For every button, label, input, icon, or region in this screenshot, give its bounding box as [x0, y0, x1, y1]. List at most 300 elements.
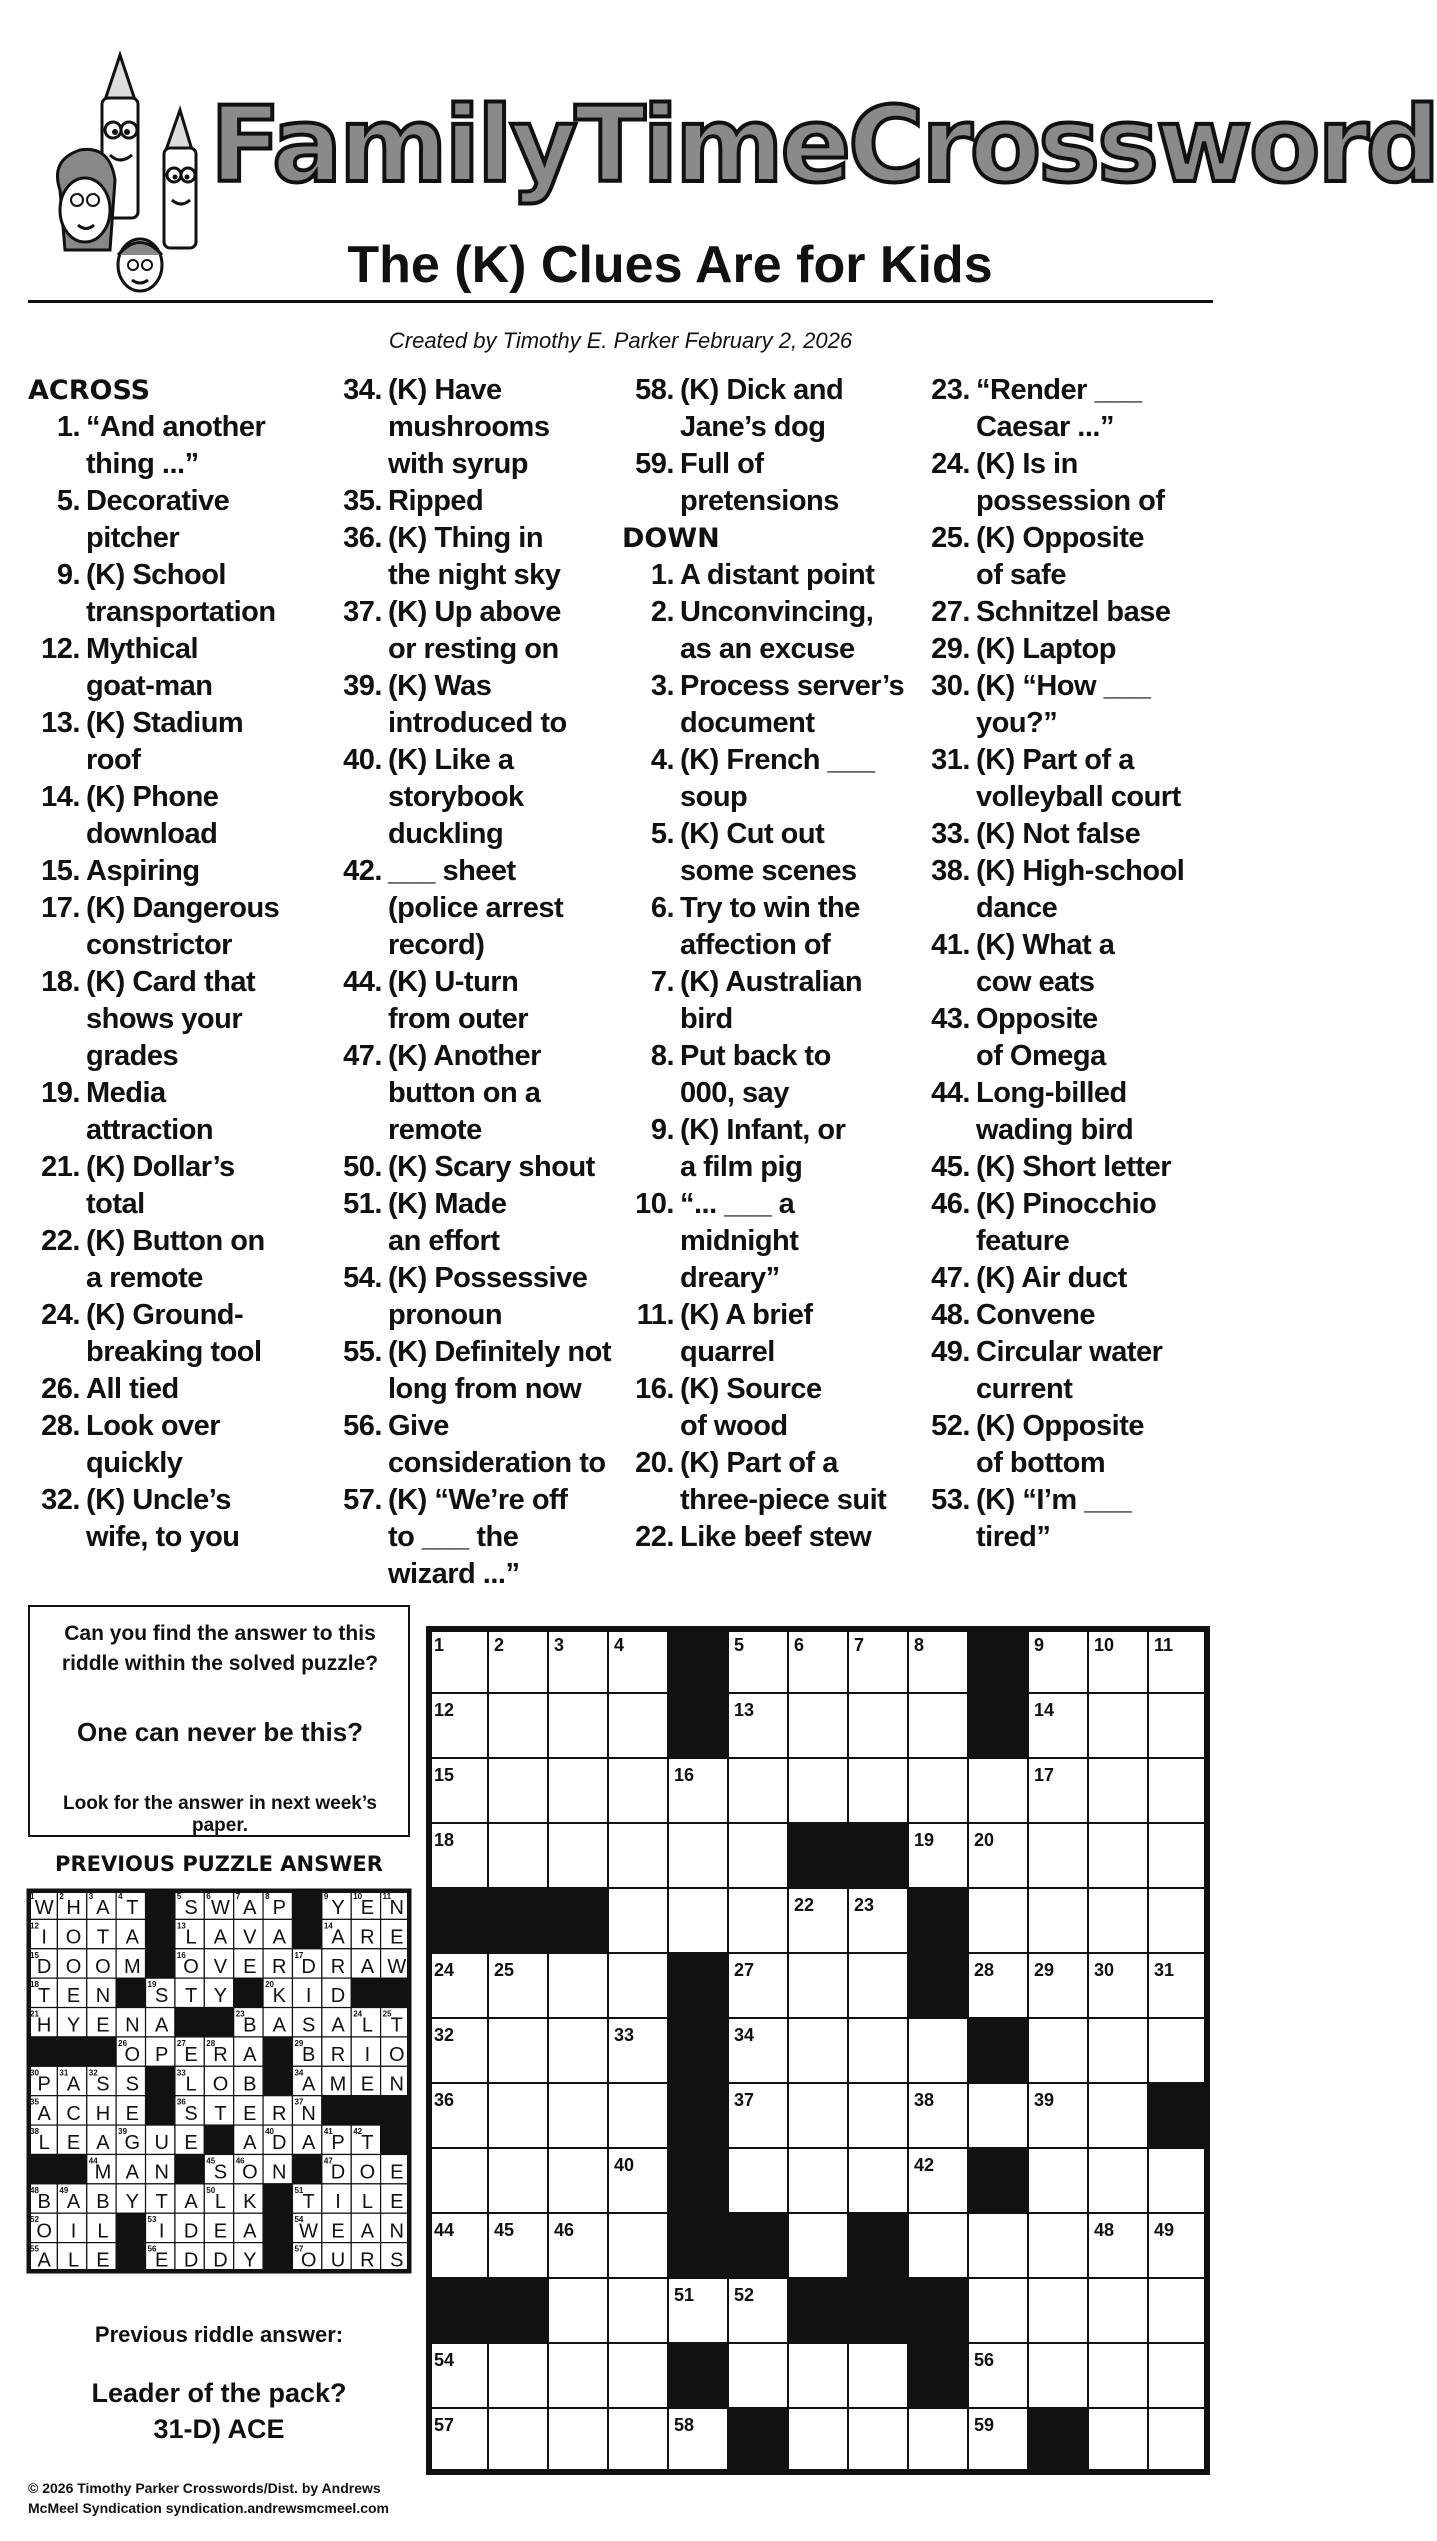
clue-item [622, 446, 912, 520]
clue-item [918, 1260, 1208, 1297]
cell-number: 11 [1154, 1635, 1174, 1655]
grid-cell[interactable] [548, 2148, 608, 2213]
clue-text [86, 964, 318, 1075]
clue-text [86, 1297, 318, 1371]
black-square [848, 1823, 908, 1888]
clue-text-line: constrictor [86, 929, 232, 961]
grid-cell[interactable] [968, 2083, 1028, 2148]
clue-text-line: (K) Another [388, 1040, 541, 1072]
clue-item [918, 668, 1208, 742]
answer-letter: B [301, 2044, 316, 2067]
clue-text-line: “... ___ a [680, 1188, 795, 1220]
grid-cell[interactable] [1028, 1823, 1088, 1888]
grid-cell[interactable] [1088, 1888, 1148, 1953]
clue-text-line: pitcher [86, 522, 180, 554]
grid-cell[interactable] [1028, 2213, 1088, 2278]
grid-cell[interactable] [968, 1888, 1028, 1953]
clue-item [28, 853, 318, 890]
cell-number: 22 [794, 1895, 815, 1915]
clue-item [28, 964, 318, 1075]
clue-text [388, 1260, 620, 1334]
cell-number: 35 [30, 2097, 39, 2107]
grid-cell[interactable] [548, 1693, 608, 1758]
clue-text-line: three-piece suit [680, 1484, 887, 1516]
clue-item [622, 1186, 912, 1297]
grid-cell[interactable] [968, 1758, 1028, 1823]
clue-text-line: roof [86, 744, 141, 776]
clue-text-line: current [976, 1373, 1073, 1405]
grid-cell[interactable] [608, 1888, 668, 1953]
clue-item [28, 1075, 318, 1149]
grid-cell[interactable] [488, 2408, 548, 2473]
logo-title: FamilyTimeCrossword [210, 84, 1437, 206]
grid-cell[interactable] [1148, 1693, 1208, 1758]
clue-text [976, 520, 1208, 594]
clue-text [976, 853, 1208, 927]
clue-item [918, 742, 1208, 816]
answer-letter: N [389, 1897, 405, 1920]
grid-cell[interactable] [788, 2083, 848, 2148]
clue-item [330, 742, 620, 853]
clue-text-line: (K) Air duct [976, 1262, 1127, 1294]
clue-text [976, 372, 1208, 446]
cell-number: 16 [176, 1950, 186, 1960]
clue-number: 58. [635, 374, 674, 406]
grid-cell[interactable] [1088, 2408, 1148, 2473]
clue-text-line: (K) Cut out [680, 818, 825, 850]
grid-cell[interactable] [1028, 2018, 1088, 2083]
grid-cell[interactable] [548, 2083, 608, 2148]
clue-number: 37. [343, 596, 382, 628]
crossword-grid[interactable] [428, 1628, 1208, 2473]
clue-number: 13. [41, 707, 80, 739]
clue-text [976, 668, 1208, 742]
grid-cell[interactable] [488, 2018, 548, 2083]
previous-answer-title: PREVIOUS PUZZLE ANSWER [55, 1852, 383, 1876]
grid-cell[interactable] [1148, 1888, 1208, 1953]
grid-cell[interactable] [608, 2213, 668, 2278]
clue-text [976, 816, 1208, 853]
grid-cell[interactable] [1088, 2343, 1148, 2408]
answer-letter: G [124, 2132, 141, 2155]
clue-item [918, 372, 1208, 446]
clue-text-line: (K) Dangerous [86, 892, 280, 924]
grid-cell[interactable] [1028, 2148, 1088, 2213]
cell-number: 45 [206, 2156, 216, 2166]
grid-cell[interactable] [908, 1758, 968, 1823]
grid-cell[interactable] [1148, 1823, 1208, 1888]
answer-letter: E [390, 2190, 404, 2213]
clue-text [680, 1038, 912, 1112]
clue-number: 22. [41, 1225, 80, 1257]
clue-text-line: a film pig [680, 1151, 803, 1183]
cell-number: 56 [974, 2350, 995, 2370]
grid-cell[interactable] [1028, 1888, 1088, 1953]
cell-number: 26 [118, 2038, 128, 2048]
clue-item [622, 1445, 912, 1519]
grid-cell[interactable] [908, 2018, 968, 2083]
grid-cell[interactable] [668, 1888, 728, 1953]
grid-cell[interactable] [728, 2148, 788, 2213]
grid-cell[interactable] [548, 1953, 608, 2018]
cell-number: 17 [1034, 1765, 1055, 1785]
clue-text-line: introduced to [388, 707, 567, 739]
answer-letter: O [300, 2249, 317, 2272]
grid-cell[interactable] [548, 2408, 608, 2473]
clue-text-line: wizard ...” [388, 1558, 520, 1590]
clue-number: 28. [41, 1410, 80, 1442]
answer-letter: O [36, 2220, 52, 2243]
cell-number: 39 [118, 2127, 128, 2137]
clue-text-line: affection of [680, 929, 831, 961]
grid-cell[interactable] [788, 2018, 848, 2083]
previous-answer-grid [28, 1890, 410, 2272]
grid-cell[interactable] [908, 2213, 968, 2278]
answer-letter: A [243, 2220, 257, 2243]
answer-letter: N [125, 2014, 140, 2037]
cell-number: 31 [1154, 1960, 1175, 1980]
answer-letter: V [213, 1955, 228, 1978]
answer-letter: Y [331, 1897, 345, 1920]
clue-text-line: (K) Made [388, 1188, 507, 1220]
answer-letter: B [96, 2190, 110, 2213]
cell-number: 18 [434, 1830, 455, 1850]
cell-number: 29 [294, 2038, 304, 2048]
clue-text-line: shows your [86, 1003, 243, 1035]
black-square [381, 1978, 410, 2007]
grid-cell[interactable] [728, 1888, 788, 1953]
clue-text-line: Look over [86, 1410, 221, 1442]
clue-text [976, 1075, 1208, 1149]
grid-cell[interactable] [1028, 2343, 1088, 2408]
black-square [146, 1919, 175, 1948]
clue-item [918, 446, 1208, 520]
cell-number: 55 [674, 2350, 695, 2370]
black-square [292, 1919, 321, 1948]
grid-cell[interactable] [1148, 2408, 1208, 2473]
grid-cell[interactable] [488, 2148, 548, 2213]
clue-text-line: (K) Short letter [976, 1151, 1171, 1183]
clue-number: 47. [931, 1262, 970, 1294]
clue-column-3 [622, 372, 912, 1556]
answer-letter: O [212, 2073, 229, 2096]
cell-number: 28 [206, 2038, 216, 2048]
clue-text [680, 742, 912, 816]
cell-number: 24 [353, 2009, 363, 2019]
clue-text-line: (K) A brief [680, 1299, 813, 1331]
answer-letter: E [331, 2220, 345, 2243]
answer-letter: A [125, 2161, 139, 2184]
clue-text-line: you?” [976, 707, 1058, 739]
clue-text-line: (K) Opposite [976, 1410, 1144, 1442]
clue-text [976, 1482, 1208, 1556]
grid-cell[interactable] [548, 1823, 608, 1888]
black-square [668, 2213, 728, 2278]
cell-number: 37 [294, 2097, 304, 2107]
grid-cell[interactable] [848, 2408, 908, 2473]
cell-number: 12 [434, 1700, 455, 1720]
answer-letter: D [301, 1955, 316, 1978]
clue-text-line: Convene [976, 1299, 1095, 1331]
grid-cell[interactable] [728, 1823, 788, 1888]
clue-number: 11. [636, 1299, 674, 1331]
cell-number: 5 [734, 1635, 745, 1655]
answer-letter: E [96, 2014, 110, 2037]
clue-item [622, 594, 912, 668]
answer-letter: I [364, 2044, 371, 2067]
grid-cell[interactable] [488, 1693, 548, 1758]
answer-letter: A [243, 1897, 257, 1920]
grid-cell[interactable] [788, 2148, 848, 2213]
clue-item [28, 890, 318, 964]
puzzle-subtitle: The (K) Clues Are for Kids [347, 236, 993, 294]
answer-letter: R [360, 1926, 375, 1949]
grid-cell[interactable] [908, 1693, 968, 1758]
grid-cell[interactable] [1088, 1758, 1148, 1823]
cell-number: 37 [734, 2090, 755, 2110]
answer-letter: V [243, 1926, 257, 1949]
clue-item [622, 557, 912, 594]
grid-cell[interactable] [608, 1693, 668, 1758]
black-square [668, 2018, 728, 2083]
answer-letter: S [96, 2073, 110, 2096]
clue-text-line: (police arrest [388, 892, 564, 924]
clue-item [330, 594, 620, 668]
grid-cell[interactable] [968, 2278, 1028, 2343]
answer-letter: E [243, 2102, 257, 2125]
answer-letter: N [301, 2102, 316, 2125]
grid-cell[interactable] [728, 2343, 788, 2408]
grid-cell[interactable] [1148, 2278, 1208, 2343]
answer-letter: P [155, 2044, 169, 2067]
grid-cell[interactable] [608, 1953, 668, 2018]
clue-item [918, 1334, 1208, 1408]
grid-cell[interactable] [848, 1693, 908, 1758]
clue-item [622, 1371, 912, 1445]
clue-text-line: (K) Definitely not [388, 1336, 611, 1368]
black-square [292, 1890, 321, 1919]
cell-number: 39 [1034, 2090, 1055, 2110]
clue-number: 51. [343, 1188, 382, 1220]
clue-item [330, 1334, 620, 1408]
clue-number: 43. [931, 1003, 970, 1035]
cell-number: 16 [674, 1765, 695, 1785]
clue-number: 42. [343, 855, 382, 887]
grid-cell[interactable] [1028, 2278, 1088, 2343]
answer-letter: Y [66, 2014, 81, 2037]
grid-cell[interactable] [488, 1758, 548, 1823]
cell-number: 11 [382, 1892, 392, 1901]
grid-cell[interactable] [1088, 2148, 1148, 2213]
clue-text-line: (K) Australian [680, 966, 863, 998]
copyright-line-2: McMeel Syndication syndication.andrewsmcmeel.com [28, 2500, 389, 2516]
clue-text [86, 483, 318, 557]
clue-text-line: to ___ the [388, 1521, 519, 1553]
clue-text [680, 372, 912, 446]
grid-cell[interactable] [788, 1758, 848, 1823]
answer-letter: O [183, 1955, 199, 1978]
answer-letter: S [184, 1897, 198, 1920]
answer-letter: E [125, 2102, 139, 2125]
black-square [146, 2096, 175, 2125]
black-square [57, 2037, 86, 2066]
grid-cell[interactable] [788, 1693, 848, 1758]
grid-cell[interactable] [788, 2213, 848, 2278]
cell-number: 58 [674, 2415, 695, 2435]
clue-number: 16. [635, 1373, 674, 1405]
grid-cell[interactable] [608, 1823, 668, 1888]
grid-cell[interactable] [1088, 2278, 1148, 2343]
grid-cell[interactable] [848, 2018, 908, 2083]
answer-letter: O [359, 2161, 376, 2184]
black-square [116, 2213, 145, 2242]
grid-cell[interactable] [548, 2343, 608, 2408]
header [0, 0, 1437, 353]
grid-cell[interactable] [848, 2148, 908, 2213]
answer-letter: L [67, 2249, 80, 2272]
grid-cell[interactable] [968, 2213, 1028, 2278]
answer-letter: E [390, 2161, 404, 2184]
clue-item [28, 409, 318, 483]
grid-cell[interactable] [548, 2018, 608, 2083]
grid-cell[interactable] [608, 2083, 668, 2148]
cell-number: 14 [323, 1921, 333, 1931]
answer-letter: N [154, 2161, 169, 2184]
black-square [728, 2408, 788, 2473]
cell-number: 47 [323, 2156, 333, 2166]
clue-text-line: possession of [976, 485, 1165, 517]
clue-item [918, 1075, 1208, 1149]
answer-letter: L [361, 2190, 373, 2213]
grid-cell[interactable] [608, 2278, 668, 2343]
cell-number: 57 [434, 2415, 455, 2435]
grid-cell[interactable] [788, 2408, 848, 2473]
grid-cell[interactable] [1088, 1693, 1148, 1758]
clue-number: 44. [931, 1077, 970, 1109]
answer-letter: A [243, 2044, 257, 2067]
clue-number: 26. [41, 1373, 80, 1405]
grid-cell[interactable] [848, 2083, 908, 2148]
grid-cell[interactable] [1148, 2148, 1208, 2213]
riddle-question: One can never be this? [76, 1717, 364, 1747]
cell-number: 28 [974, 1960, 995, 1980]
cell-number: 47 [854, 2220, 875, 2240]
grid-cell[interactable] [548, 1758, 608, 1823]
previous-riddle-answer: 31-D) ACE [153, 2414, 285, 2444]
grid-cell[interactable] [908, 2408, 968, 2473]
clue-number: 9. [56, 559, 80, 591]
black-square [292, 2154, 321, 2183]
clue-number: 27. [931, 596, 970, 628]
clue-text [680, 816, 912, 890]
cell-number: 35 [974, 2025, 995, 2045]
answer-letter: R [330, 2044, 346, 2067]
black-square [175, 2154, 204, 2183]
answer-letter: A [331, 1926, 345, 1949]
clue-text [86, 1075, 318, 1149]
black-square [908, 2343, 968, 2408]
clue-section-heading: DOWN [622, 523, 720, 554]
cell-number: 33 [176, 2068, 186, 2078]
answer-letter: E [96, 2249, 110, 2272]
answer-letter: T [96, 1926, 110, 1949]
grid-cell[interactable] [1088, 2018, 1148, 2083]
clue-text [86, 853, 318, 890]
clue-text-line: Put back to [680, 1040, 831, 1072]
clue-text-line: long from now [388, 1373, 582, 1405]
clue-text-line: of wood [680, 1410, 788, 1442]
clue-number: 9. [650, 1114, 674, 1146]
answer-letter: N [272, 2161, 287, 2184]
clue-item [330, 1408, 620, 1482]
clue-item [28, 705, 318, 779]
grid-cell[interactable] [548, 2278, 608, 2343]
answer-letter: W [299, 2220, 319, 2243]
grid-cell[interactable] [608, 2343, 668, 2408]
grid-cell[interactable] [668, 1823, 728, 1888]
clue-number: 55. [343, 1336, 382, 1368]
answer-letter: A [331, 2014, 345, 2037]
grid-cell[interactable] [1148, 2343, 1208, 2408]
grid-cell[interactable] [488, 2083, 548, 2148]
answer-letter: M [329, 2073, 347, 2096]
grid-cell[interactable] [788, 2343, 848, 2408]
answer-letter: A [213, 1926, 228, 1949]
clue-text-line: (K) Opposite [976, 522, 1144, 554]
grid-cell[interactable] [1088, 2083, 1148, 2148]
clue-number: 7. [650, 966, 674, 998]
grid-cell[interactable] [1148, 1758, 1208, 1823]
cell-number: 12 [30, 1921, 39, 1931]
clue-text [976, 1260, 1208, 1297]
grid-cell[interactable] [788, 1953, 848, 2018]
clue-text-line: (K) Thing in [388, 522, 544, 554]
grid-cell[interactable] [488, 2343, 548, 2408]
clue-text [680, 1297, 912, 1371]
grid-cell[interactable] [848, 1953, 908, 2018]
grid-cell[interactable] [608, 1758, 668, 1823]
grid-cell[interactable] [728, 1758, 788, 1823]
grid-cell[interactable] [1088, 1823, 1148, 1888]
grid-cell[interactable] [488, 1823, 548, 1888]
clue-text [680, 668, 912, 742]
clue-text-line: (K) School [86, 559, 226, 591]
answer-letter: A [66, 2073, 81, 2096]
answer-letter: S [213, 2161, 228, 2184]
answer-letter: A [301, 2132, 316, 2155]
grid-cell[interactable] [608, 2408, 668, 2473]
grid-cell[interactable] [848, 1758, 908, 1823]
answer-letter: P [272, 1897, 286, 1920]
grid-cell[interactable] [1148, 2018, 1208, 2083]
answer-letter: W [387, 1955, 407, 1978]
answer-letter: Y [125, 2190, 139, 2213]
black-square [728, 2213, 788, 2278]
cell-number: 15 [434, 1765, 455, 1785]
cell-number: 8 [265, 1892, 270, 1901]
clue-text-line: bird [680, 1003, 733, 1035]
black-square [488, 1888, 548, 1953]
cell-number: 51 [674, 2285, 695, 2305]
clue-text-line: quickly [86, 1447, 183, 1479]
cell-number: 52 [30, 2215, 39, 2225]
grid-cell[interactable] [428, 2148, 488, 2213]
grid-cell[interactable] [848, 2343, 908, 2408]
clue-text [976, 1001, 1208, 1075]
answer-letter: K [243, 2190, 257, 2213]
clue-text-line: (K) “I’m ___ [976, 1484, 1132, 1516]
clue-text-line: duckling [388, 818, 504, 850]
